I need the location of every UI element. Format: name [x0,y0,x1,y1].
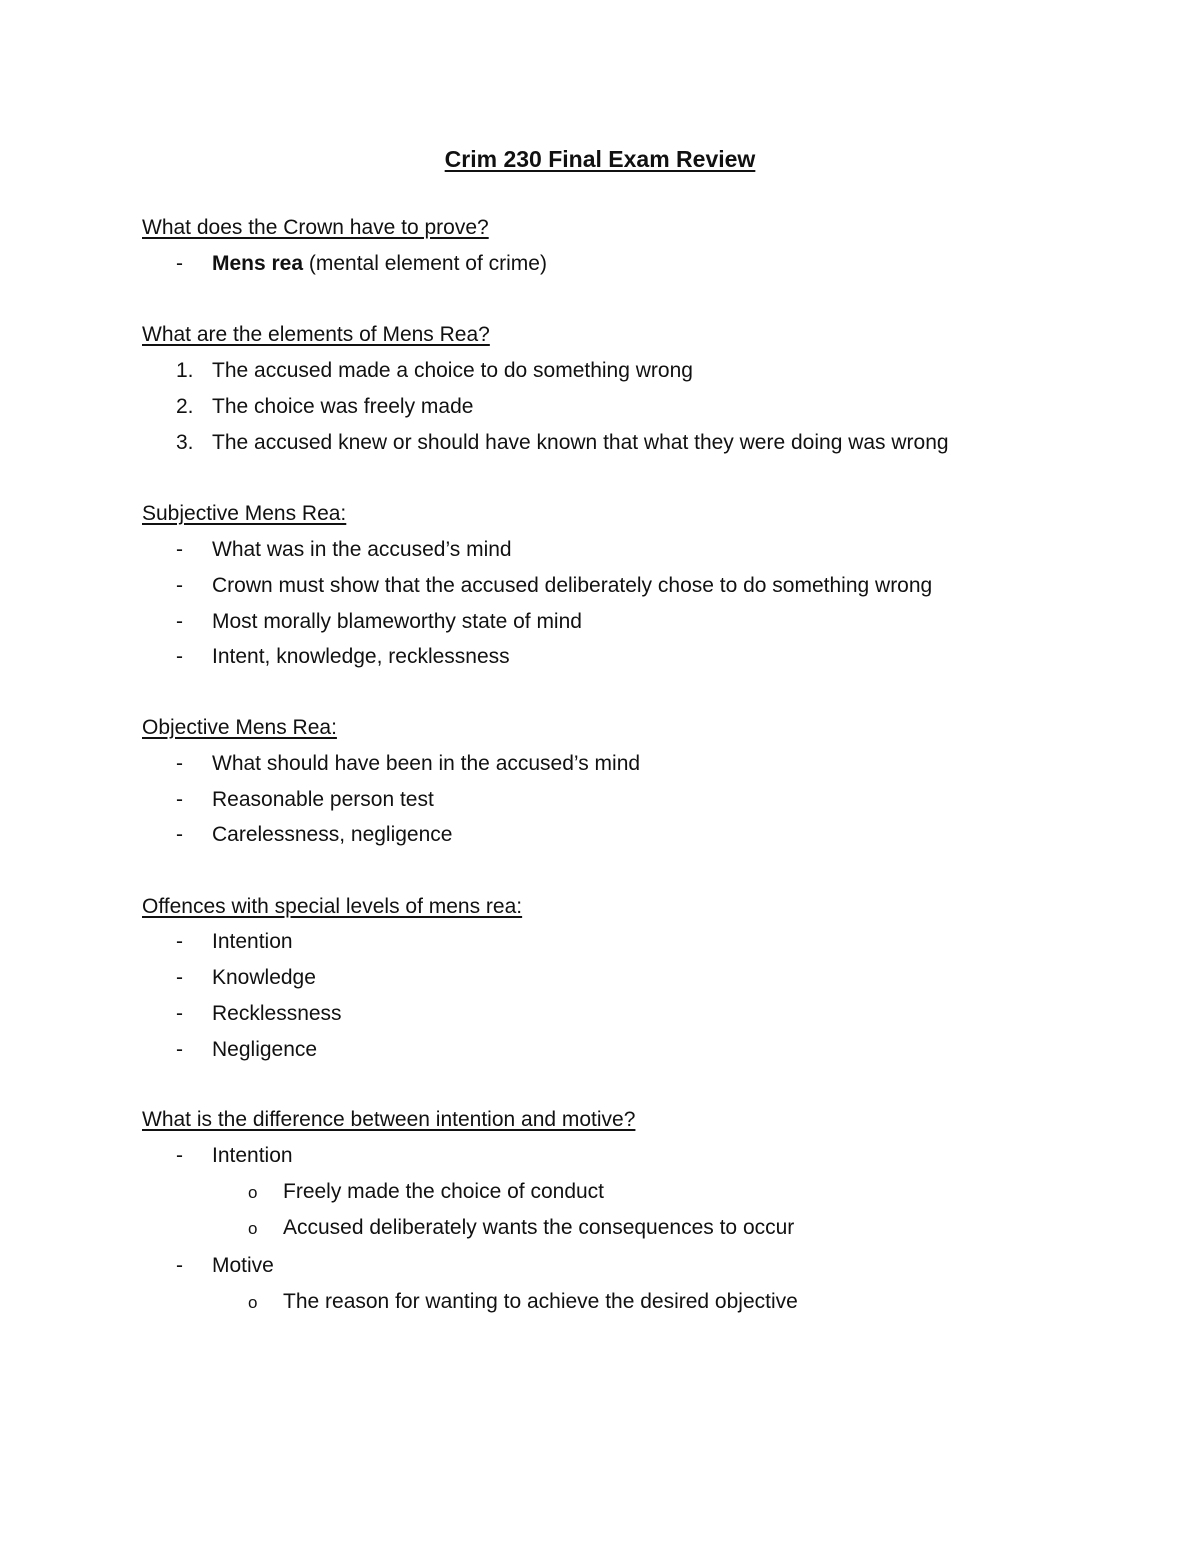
bullet-dash: - [176,574,183,597]
section-heading-special: Offences with special levels of mens rea: [142,895,523,918]
list-item: Motive [212,1254,274,1277]
bullet-circle: o [248,1293,258,1312]
list-item: What was in the accused’s mind [212,538,512,561]
bullet-dash: - [176,538,183,561]
bullet-dash: - [176,1002,183,1025]
list-number: 1. [176,359,194,382]
list-number: 3. [176,431,194,454]
section-heading-elements: What are the elements of Mens Rea? [142,323,490,346]
bullet-dash: - [176,752,183,775]
bullet-dash: - [176,252,183,275]
bullet-dash: - [176,610,183,633]
page-title: Crim 230 Final Exam Review [444,146,756,172]
bullet-dash: - [176,823,183,846]
list-item: Negligence [212,1038,318,1061]
list-item: Intention [212,1144,293,1167]
sub-list-item: The reason for wanting to achieve the desired objective [283,1290,798,1313]
list-item: The accused made a choice to do something wrong [212,359,693,382]
section-heading-subjective: Subjective Mens Rea: [142,502,347,525]
item-text: (mental element of crime) [303,252,547,275]
list-item: Intention [212,930,293,953]
list-item: Recklessness [212,1002,342,1025]
sub-list-item: Freely made the choice of conduct [283,1180,605,1203]
list-item: Reasonable person test [212,788,434,811]
list-item: Crown must show that the accused deliberately chose to do something wrong [212,574,933,597]
bullet-dash: - [176,1144,183,1167]
sub-list-item: Accused deliberately wants the consequences to occur [283,1216,795,1239]
bullet-dash: - [176,645,183,668]
bullet-dash: - [176,788,183,811]
list-item: Most morally blameworthy state of mind [212,610,582,633]
list-number: 2. [176,395,194,418]
bullet-dash: - [176,966,183,989]
bullet-circle: o [248,1183,258,1202]
list-item: Knowledge [212,966,316,989]
bullet-dash: - [176,930,183,953]
list-item: Intent, knowledge, recklessness [212,645,510,668]
bullet-dash: - [176,1038,183,1061]
bold-term: Mens rea [212,252,304,275]
list-item: The accused knew or should have known that what they were doing was wrong [212,431,949,454]
list-item: What should have been in the accused’s mind [212,752,641,775]
section-heading-objective: Objective Mens Rea: [142,716,337,739]
section-heading-difference: What is the difference between intention and motive? [142,1108,636,1131]
list-item [212,251,547,277]
section-heading-crown: What does the Crown have to prove? [142,216,489,239]
list-item: Carelessness, negligence [212,823,453,846]
bullet-circle: o [248,1219,258,1238]
bullet-dash: - [176,1254,183,1277]
list-item: The choice was freely made [212,395,474,418]
